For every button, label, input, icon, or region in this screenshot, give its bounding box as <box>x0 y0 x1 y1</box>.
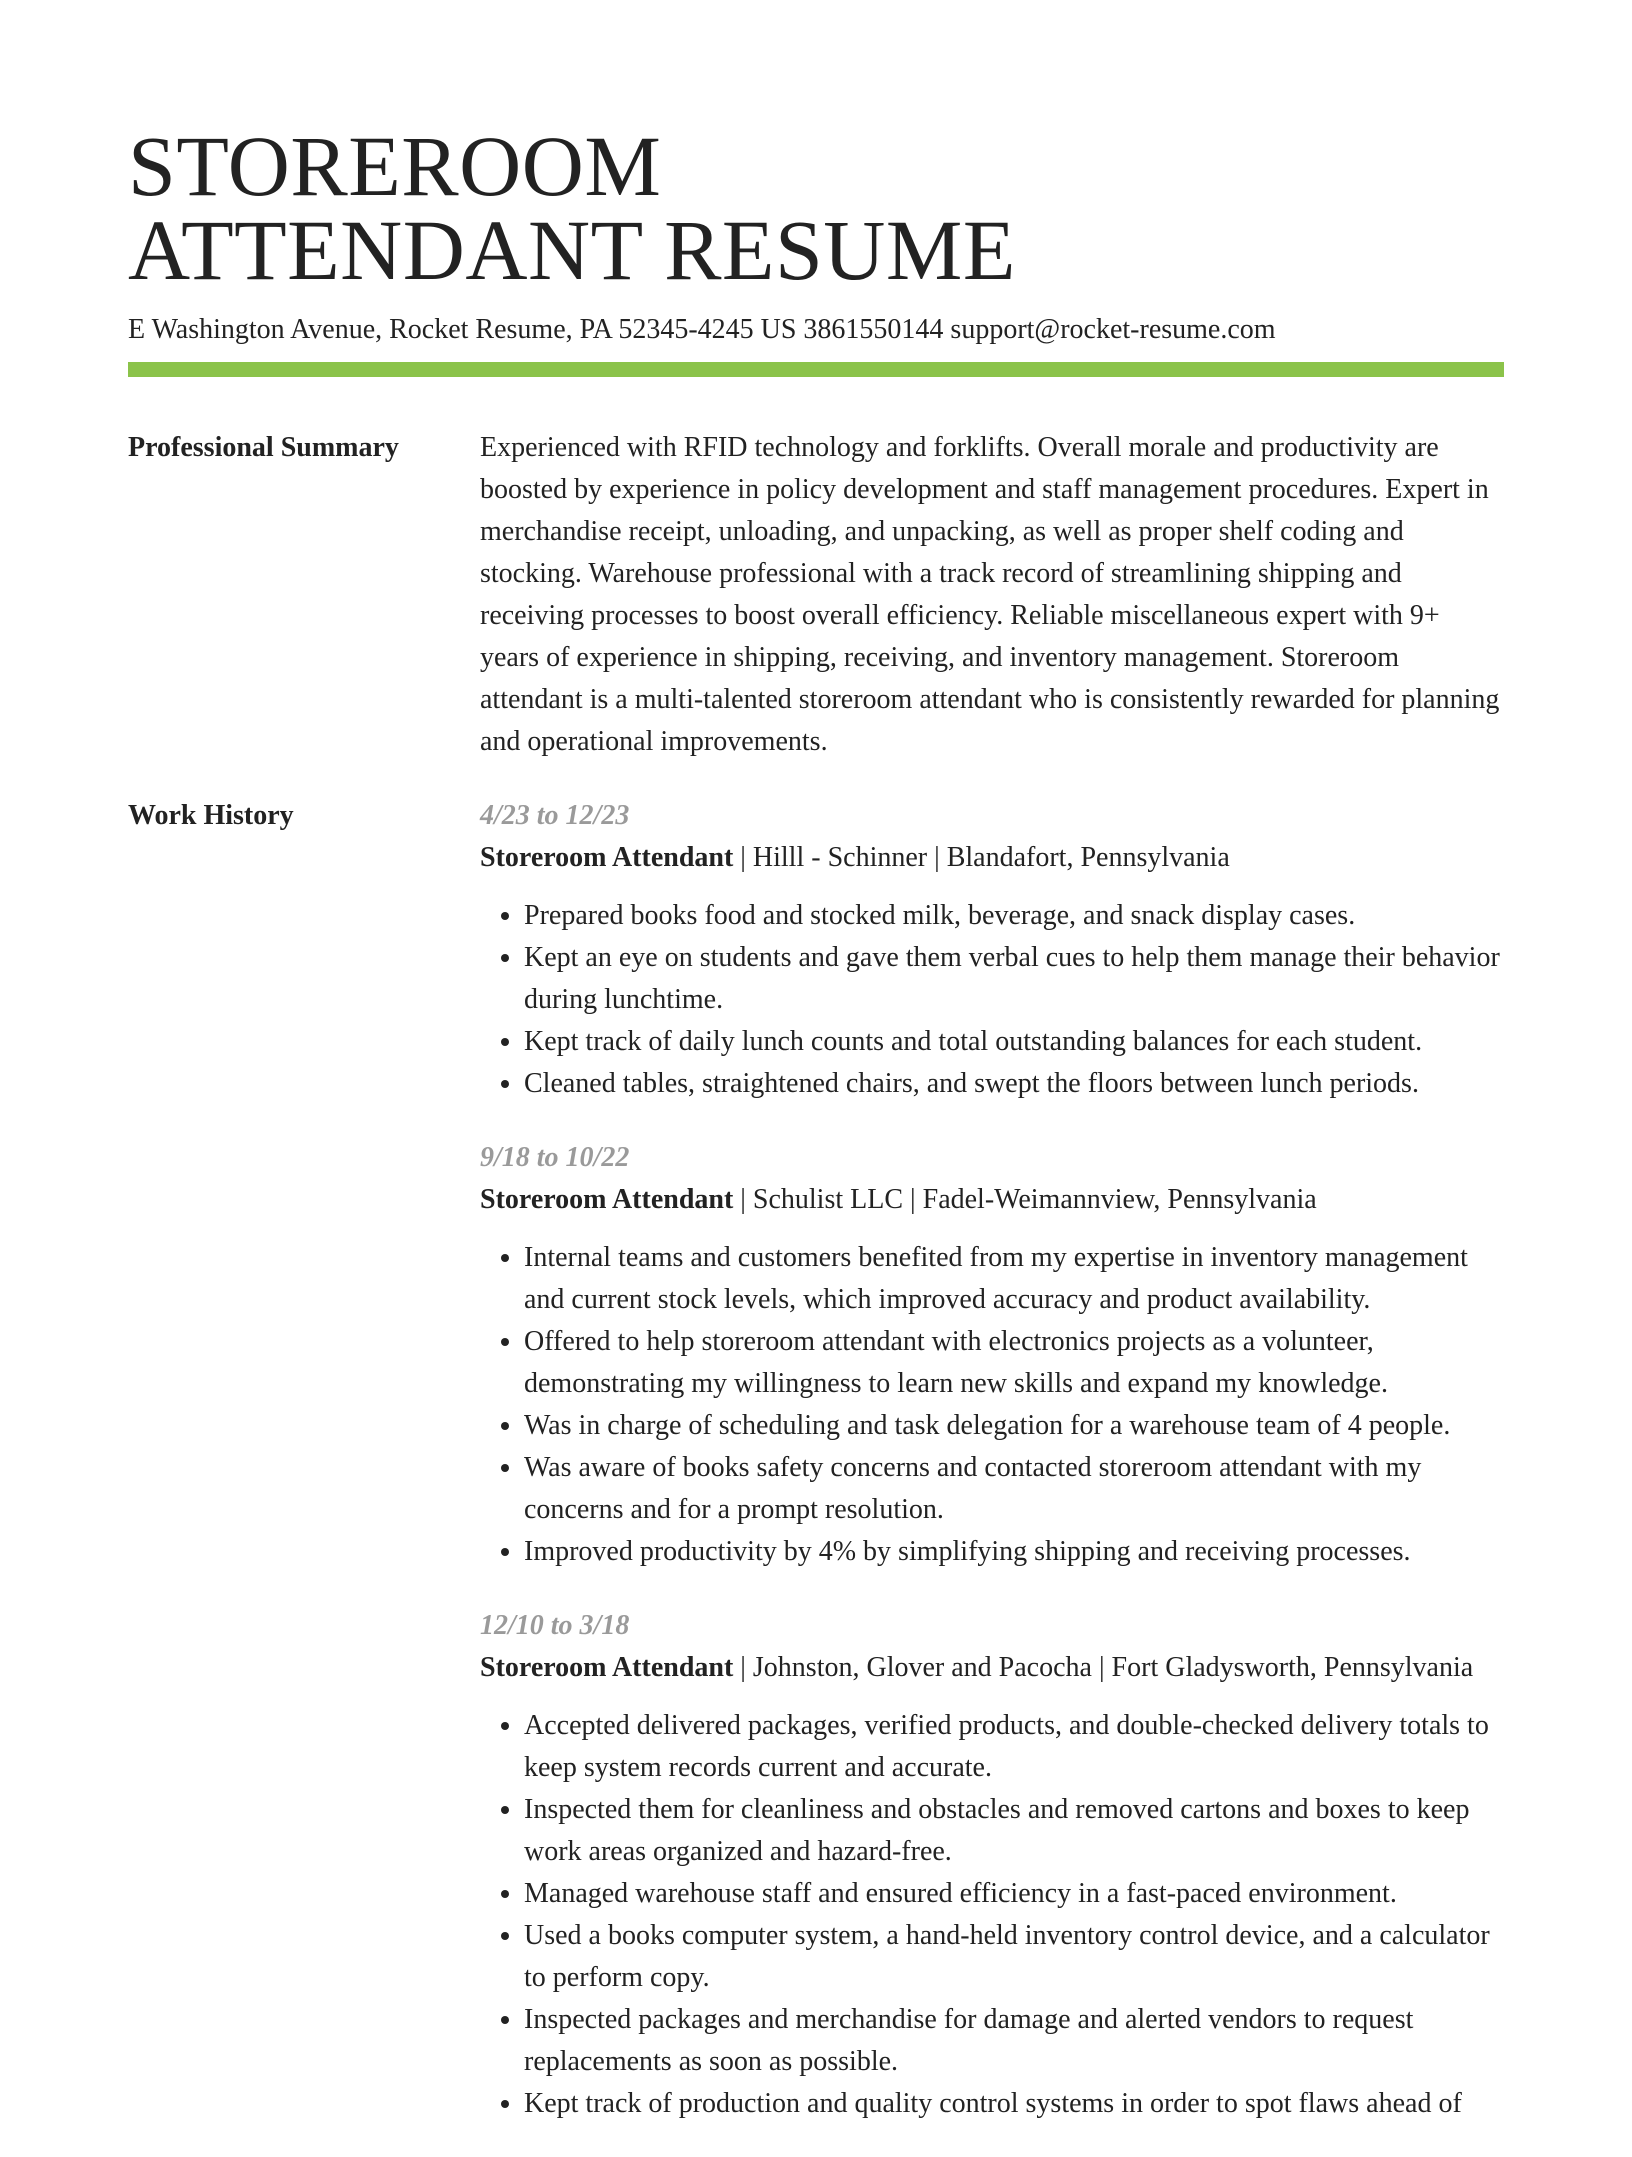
list-item: • Kept track of daily lunch counts and total outstanding balances for each student. <box>524 1021 1504 1063</box>
title-line-1: STOREROOM <box>128 118 662 214</box>
list-item: • Cleaned tables, straightened chairs, and swept the floors between lunch periods. <box>524 1063 1504 1105</box>
section-label-work-history: Work History <box>128 800 294 831</box>
professional-summary-section <box>128 427 1504 763</box>
list-item: • Accepted delivered packages, verified products, and double-checked delivery totals to keep system records current and accurate. <box>524 1705 1504 1789</box>
list-item: • Used a books computer system, a hand-held inventory control device, and a calculator to perform copy. <box>524 1915 1504 1999</box>
job-details: | Johnston, Glover and Pacocha | Fort Gladysworth, Pennsylvania <box>733 1652 1474 1683</box>
job-entry <box>480 1605 1504 2125</box>
job-title: Storeroom Attendant <box>480 1652 734 1683</box>
job-entry <box>480 1137 1504 1573</box>
resume-page <box>128 0 1504 2157</box>
list-item: • Was in charge of scheduling and task delegation for a warehouse team of 4 people. <box>524 1405 1504 1447</box>
job-dates: 4/23 to 12/23 <box>480 800 630 831</box>
job-title: Storeroom Attendant <box>480 1184 734 1215</box>
page-title <box>128 0 1504 298</box>
job-heading <box>480 837 1504 879</box>
accent-divider <box>128 362 1504 377</box>
work-history-body <box>480 795 1504 2157</box>
job-bullets <box>480 1705 1504 2125</box>
job-bullets <box>480 1237 1504 1573</box>
list-item: • Offered to help storeroom attendant with electronics projects as a volunteer, demonstrating my willingness to learn new skills and expand my knowledge. <box>524 1321 1504 1405</box>
list-item: • Managed warehouse staff and ensured efficiency in a fast-paced environment. <box>524 1873 1504 1915</box>
list-item: • Inspected packages and merchandise for damage and alerted vendors to request replacements as soon as possible. <box>524 1999 1504 2083</box>
work-history-section <box>128 795 1504 2157</box>
list-item: • Kept an eye on students and gave them verbal cues to help them manage their behavior during lunchtime. <box>524 937 1504 1021</box>
job-entry <box>480 795 1504 1105</box>
list-item: • Improved productivity by 4% by simplifying shipping and receiving processes. <box>524 1531 1504 1573</box>
list-item: • Internal teams and customers benefited from my expertise in inventory management and current stock levels, which improved accuracy and product availability. <box>524 1237 1504 1321</box>
title-line-2: ATTENDANT RESUME <box>128 202 1016 298</box>
section-label-summary: Professional Summary <box>128 432 399 463</box>
job-heading <box>480 1647 1504 1689</box>
job-title: Storeroom Attendant <box>480 842 734 873</box>
list-item: • Was aware of books safety concerns and contacted storeroom attendant with my concerns and for a prompt resolution. <box>524 1447 1504 1531</box>
job-heading <box>480 1179 1504 1221</box>
list-item: • Kept track of production and quality control systems in order to spot flaws ahead of <box>524 2083 1504 2125</box>
list-item: • Inspected them for cleanliness and obstacles and removed cartons and boxes to keep work areas organized and hazard-free. <box>524 1789 1504 1873</box>
summary-text: Experienced with RFID technology and forklifts. Overall morale and productivity are boosted by experience in policy development and staff management procedures. Expert in merchandise receipt, unloading, and unpacking, as well as proper shelf coding and stocking. Warehouse professional with a track record of streamlining shipping and receiving processes to boost overall efficiency. Reliable miscellaneous expert with 9+ years of experience in shipping, receiving, and inventory management. Storeroom attendant is a multi-talented storeroom attendant who is consistently rewarded for planning and operational improvements. <box>480 432 1500 757</box>
job-details: | Hilll - Schinner | Blandafort, Pennsylvania <box>733 842 1230 873</box>
job-dates: 9/18 to 10/22 <box>480 1142 630 1173</box>
job-dates: 12/10 to 3/18 <box>480 1610 630 1641</box>
summary-body <box>480 427 1504 763</box>
job-details: | Schulist LLC | Fadel-Weimannview, Pennsylvania <box>733 1184 1317 1215</box>
job-bullets <box>480 895 1504 1105</box>
contact-info: E Washington Avenue, Rocket Resume, PA 52345-4245 US 3861550144 support@rocket-resume.com <box>128 314 1276 345</box>
list-item: • Prepared books food and stocked milk, beverage, and snack display cases. <box>524 895 1504 937</box>
